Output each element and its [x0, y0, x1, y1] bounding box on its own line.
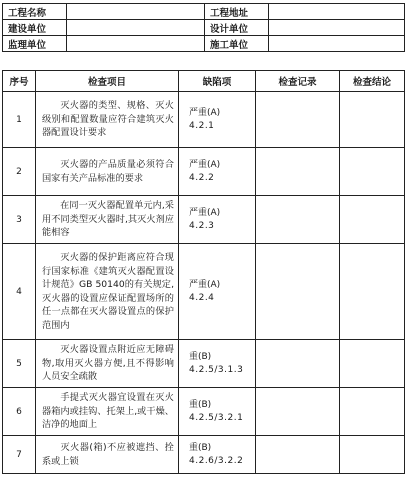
inspection-table	[2, 70, 405, 474]
defect-severity: 严重(A)	[189, 159, 221, 170]
col-record: 检查记录	[256, 71, 340, 92]
table-row	[3, 92, 405, 148]
defect-severity: 重(B)	[189, 442, 212, 453]
check-record-cell[interactable]	[256, 436, 340, 474]
clause-code: 4.2.3	[189, 220, 215, 231]
construction-unit-label: 建设单位	[3, 20, 67, 36]
defect-severity: 严重(A)	[189, 279, 221, 290]
clause-code: 4.2.1	[189, 120, 215, 131]
clause-code: 4.2.4	[189, 292, 215, 303]
contractor-label: 施工单位	[205, 36, 269, 52]
check-item: 灭火器的保护距离应符合现行国家标准《建筑灭火器配置设计规范》GB 50140的有关规定,灭火器的设置应保证配置场所的任一点都在灭火器设置点的保护范围内	[42, 252, 174, 331]
defect-severity: 重(B)	[189, 399, 212, 410]
section-gap	[2, 52, 404, 70]
check-item: 手提式灭火器宜设置在灭火器箱内或挂钩、托架上,或干燥、洁净的地面上	[42, 392, 174, 431]
construction-unit-value[interactable]	[67, 20, 205, 36]
check-conclusion-cell[interactable]	[340, 196, 405, 244]
clause-code: 4.2.2	[189, 172, 215, 183]
col-no: 序号	[3, 71, 36, 92]
col-defect: 缺陷项	[179, 71, 256, 92]
check-record-cell[interactable]	[256, 244, 340, 340]
check-conclusion-cell[interactable]	[340, 436, 405, 474]
header-table	[2, 3, 405, 52]
row-number: 7	[3, 436, 36, 474]
check-item: 灭火器的产品质量必须符合国家有关产品标准的要求	[42, 159, 174, 184]
project-name-value[interactable]	[67, 4, 205, 20]
row-number: 4	[3, 244, 36, 340]
clause-code: 4.2.6/3.2.2	[189, 455, 244, 466]
clause-code: 4.2.5/3.2.1	[189, 412, 244, 423]
check-conclusion-cell[interactable]	[340, 92, 405, 148]
col-conclusion: 检查结论	[340, 71, 405, 92]
check-item: 灭火器设置点附近应无障碍物,取用灭火器方便,且不得影响人员安全疏散	[42, 344, 174, 383]
defect-severity: 严重(A)	[189, 107, 221, 118]
header-row-3	[3, 36, 405, 52]
table-row	[3, 340, 405, 388]
table-row	[3, 196, 405, 244]
table-row	[3, 436, 405, 474]
supervision-unit-label: 监理单位	[3, 36, 67, 52]
row-number: 1	[3, 92, 36, 148]
header-row-2	[3, 20, 405, 36]
row-number: 3	[3, 196, 36, 244]
row-number: 6	[3, 388, 36, 436]
clause-code: 4.2.5/3.1.3	[189, 364, 244, 375]
project-address-value[interactable]	[269, 4, 405, 20]
column-header-row	[3, 71, 405, 92]
check-item: 灭火器的类型、规格、灭火级别和配置数量应符合建筑灭火器配置设计要求	[42, 100, 174, 139]
check-item: 灭火器(箱)不应被遮挡、拴系或上锁	[42, 442, 174, 467]
table-row	[3, 148, 405, 196]
check-conclusion-cell[interactable]	[340, 340, 405, 388]
check-record-cell[interactable]	[256, 92, 340, 148]
col-item: 检查项目	[36, 71, 179, 92]
check-item: 在同一灭火器配置单元内,采用不同类型灭火器时,其灭火剂应能相容	[42, 200, 174, 239]
row-number: 2	[3, 148, 36, 196]
table-row	[3, 244, 405, 340]
check-record-cell[interactable]	[256, 196, 340, 244]
design-unit-value[interactable]	[269, 20, 405, 36]
design-unit-label: 设计单位	[205, 20, 269, 36]
project-name-label: 工程名称	[3, 4, 67, 20]
supervision-unit-value[interactable]	[67, 36, 205, 52]
inspection-sheet	[2, 3, 404, 474]
defect-severity: 重(B)	[189, 351, 212, 362]
project-address-label: 工程地址	[205, 4, 269, 20]
row-number: 5	[3, 340, 36, 388]
check-record-cell[interactable]	[256, 148, 340, 196]
check-conclusion-cell[interactable]	[340, 388, 405, 436]
table-row	[3, 388, 405, 436]
check-record-cell[interactable]	[256, 388, 340, 436]
defect-severity: 严重(A)	[189, 207, 221, 218]
check-conclusion-cell[interactable]	[340, 148, 405, 196]
header-row-1	[3, 4, 405, 20]
contractor-value[interactable]	[269, 36, 405, 52]
check-conclusion-cell[interactable]	[340, 244, 405, 340]
check-record-cell[interactable]	[256, 340, 340, 388]
